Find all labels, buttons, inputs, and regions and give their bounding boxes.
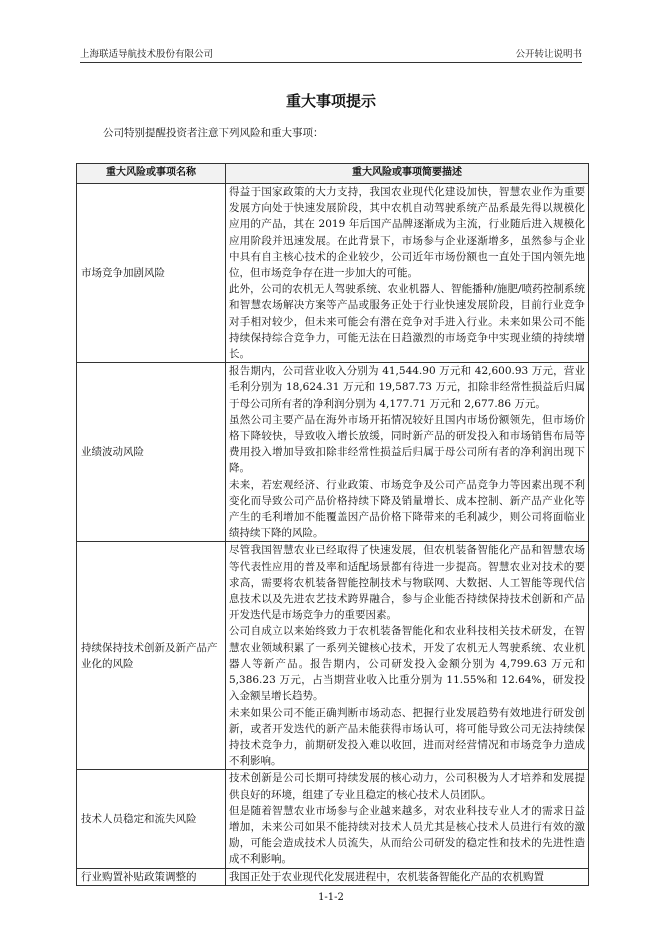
risk-description [226,770,589,868]
risk-paragraph: 未来如果公司不能正确判断市场动态、把握行业发展趋势有效地进行研发创新，或者开发迭代的新产品未能获得市场认可，将可能导致公司无法持续保持技术竞争力，前期研发投入难以收回，进而对经营情况和市场竞争力造成不利影响。 [229,706,585,768]
risk-description [226,542,589,770]
table-row [77,868,589,885]
risk-description [226,363,589,542]
risk-paragraph: 此外，公司的农机无人驾驶系统、农业机器人、智能播种/施肥/喷药控制系统和智慧农场解决方案等产品或服务正处于行业快速发展阶段，目前行业竞争对手相对较少，但未来可能会有潜在竞争对手进入行业。未来如果公司不能持续保持综合竞争力，可能无法在日趋激烈的市场竞争中实现业绩的持续增长。 [229,283,585,361]
table-row [77,363,589,542]
risk-paragraph: 虽然公司主要产品在海外市场开拓情况较好且国内市场份额领先，但市场价格下降较快，导致收入增长放缓，同时新产品的研发投入和市场销售布局等费用投入增加导致扣除非经常性损益后归属于母公司所有者的净利润出现下降。 [229,413,585,475]
risk-name: 持续保持技术创新及新产品产业化的风险 [77,542,226,770]
risk-name: 行业购置补贴政策调整的 [77,868,226,885]
page-header [80,46,582,63]
risk-description [226,184,589,363]
intro-text: 公司特别提醒投资者注意下列风险和重大事项： [103,127,324,139]
risk-table [76,163,589,886]
risk-paragraph: 但是随着智慧农业市场参与企业越来越多，对农业科技专业人才的需求日益增加，未来公司如果不能持续对技术人员尤其是核心技术人员进行有效的激励，可能会造成技术人员流失，从而给公司研发的稳定性和技术的先进性造成不利影响。 [229,804,585,866]
page-title: 重大事项提示 [285,92,376,110]
risk-paragraph: 报告期内，公司营业收入分别为 41,544.90 万元和 42,600.93 万元，营业毛利分别为 18,624.31 万元和 19,587.73 万元，扣除非经常性损益后归属于母公司所有者的净利润分别为 4,177.71 万元和 2,677.86 万元。 [229,365,585,410]
table-row [77,770,589,868]
risk-paragraph: 得益于国家政策的大力支持，我国农业现代化建设加快，智慧农业作为重要发展方向处于快速发展阶段，其中农机自动驾驶系统产品系最先得以规模化应用的产品，其在 2019 年后国产品牌逐渐成为主流，行业随后进入规模化应用阶段并迅速发展。在此背景下，市场参与企业逐渐增多，虽然参与企业中具有自主核心技术的企业较少，公司近年市场份额也一直处于国内领先地位，但市场竞争存在进一步加大的可能。 [229,186,585,280]
page-number: 1-1-2 [318,892,344,903]
risk-name: 市场竞争加剧风险 [77,184,226,363]
risk-paragraph: 未来，若宏观经济、行业政策、市场竞争及公司产品竞争力等因素出现不利变化而导致公司产品价格持续下降及销量增长、成本控制、新产品产业化等产生的毛利增加不能覆盖因产品价格下降带来的毛利减少，则公司将面临业绩持续下降的风险。 [229,478,585,540]
column-header-desc: 重大风险或事项简要描述 [226,164,589,184]
table-header-row [77,164,589,184]
header-doc-type: 公开转让说明书 [515,49,582,60]
table-row [77,542,589,770]
header-company: 上海联适导航技术股份有限公司 [80,49,214,60]
risk-paragraph: 我国正处于农业现代化发展进程中，农机装备智能化产品的农机购置 [229,870,544,883]
risk-name: 业绩波动风险 [77,363,226,542]
table-row [77,184,589,363]
risk-paragraph: 技术创新是公司长期可持续发展的核心动力，公司积极为人才培养和发展提供良好的环境，组建了专业且稳定的核心技术人员团队。 [229,772,585,801]
risk-paragraph: 尽管我国智慧农业已经取得了快速发展，但农机装备智能化产品和智慧农场等代表性应用的普及率和适配场景都有待进一步提高。智慧农业对技术的要求高，需要将农机装备智能控制技术与物联网、大数据、人工智能等现代信息技术以及先进农艺技术跨界融合，参与企业能否持续保持技术创新和产品开发迭代是市场竞争力的重要因素。 [229,544,585,622]
risk-paragraph: 公司自成立以来始终致力于农机装备智能化和农业科技相关技术研发，在智慧农业领域积累了一系列关键核心技术，开发了农机无人驾驶系统、农业机器人等新产品。报告期内，公司研发投入金额分别为 4,799.63 万元和 5,386.23 万元，占当期营业收入比重分别为 11.55%和 12.64%，研发投入金额呈增长趋势。 [229,625,585,703]
risk-description [226,868,589,885]
risk-name: 技术人员稳定和流失风险 [77,770,226,868]
column-header-name: 重大风险或事项名称 [77,164,226,184]
